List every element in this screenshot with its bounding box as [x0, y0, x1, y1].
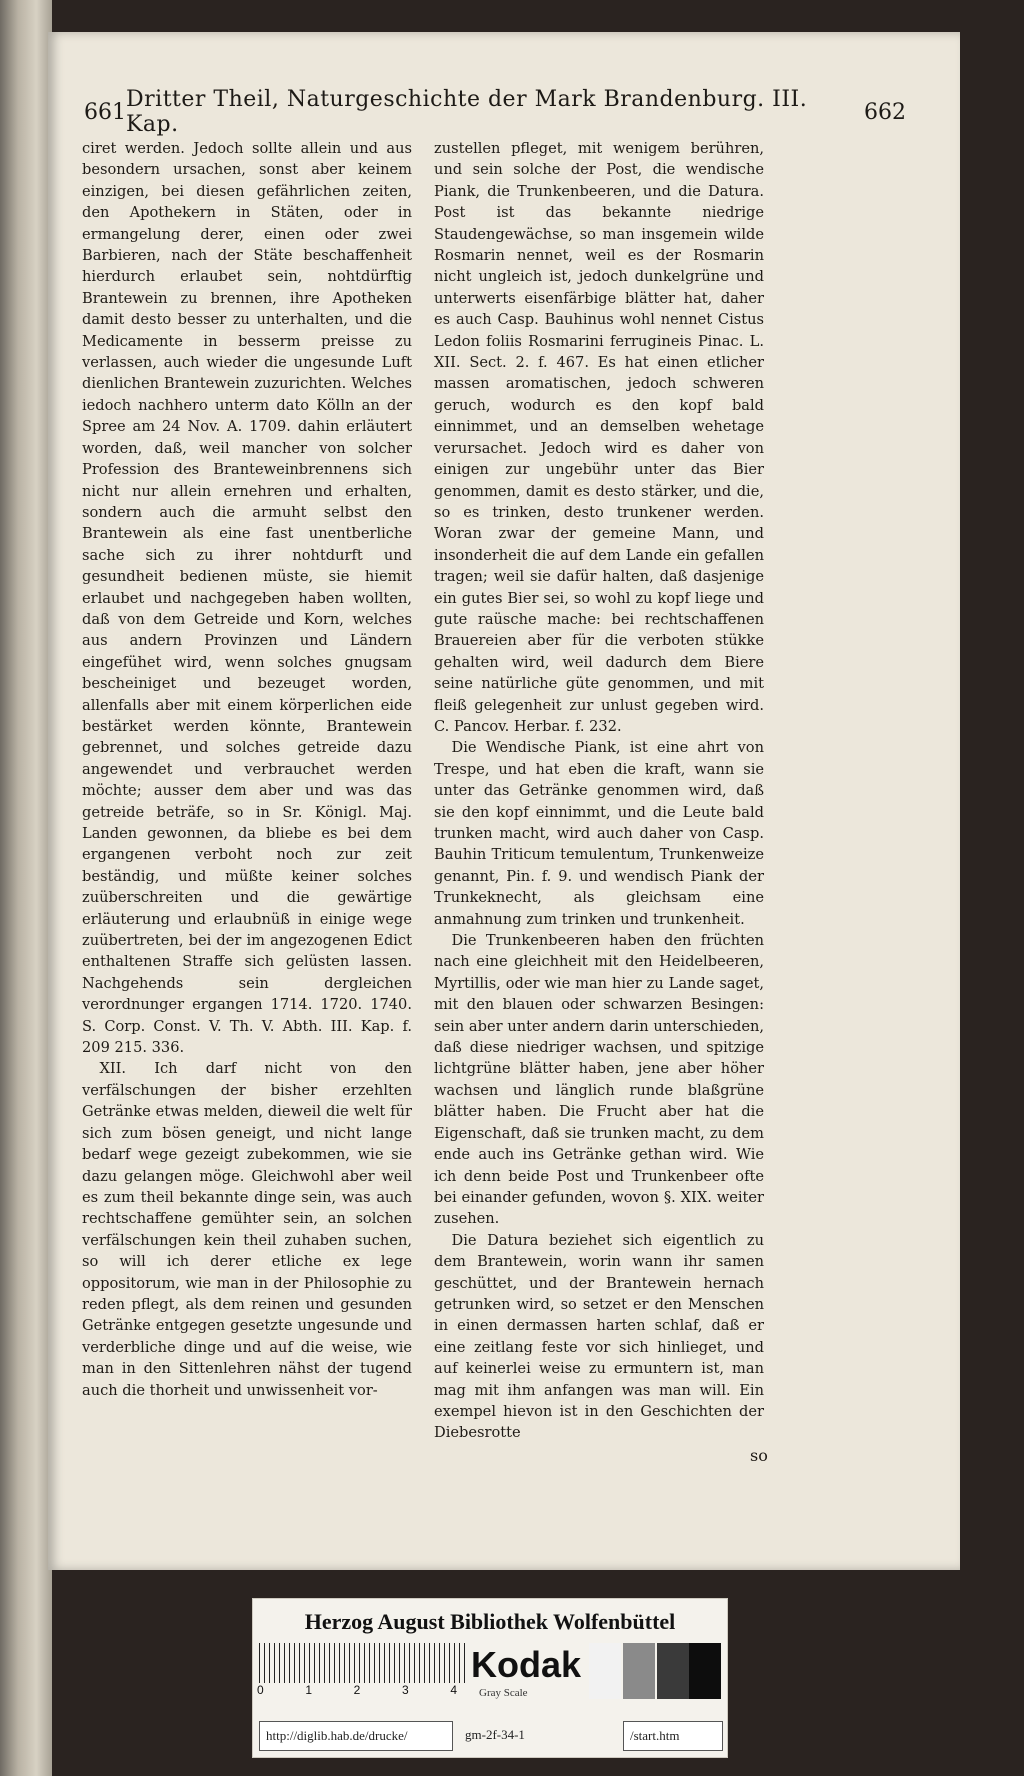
library-name: Herzog August Bibliothek Wolfenbüttel — [304, 1609, 676, 1634]
paragraph: Die Trunkenbeeren haben den früchten nach eine gleichheit mit den Heidelbeeren, Myrtillis, oder wie man hier zu Lande saget, mit den blauen oder schwarzen Besingen: sein aber unter andern darin unterschieden, daß diese niedriger wachsen, und spitzige lichtgrüne blätter haben, jene aber höher wachsen und länglich runde blaßgrüne blätter haben. Die Frucht aber hat die Eigenschaft, daß sie trunken macht, zu dem ende auch ins Getränke gethan wird. Wie ich denn beide Post und Trunkenbeer ofte bei einander gefunden, wovon §. XIX. weiter zusehen. — [434, 932, 764, 1228]
page-number-right: 662 — [864, 99, 906, 125]
ruler-number: 2 — [353, 1683, 361, 1697]
color-reference-plate — [252, 1598, 728, 1758]
ruler-numbers — [257, 1683, 457, 1697]
start-label: /start.htm — [623, 1721, 723, 1751]
gray-swatch-black — [689, 1643, 721, 1699]
paragraph: XII. Ich darf nicht von den verfälschungen der bisher erzehlten Getränke etwas melden, dieweil die welt für sich zum bösen geneigt, und nicht lange bedarf wege gezeigt zubekommen, wie sie dazu gelangen möge. Gleichwohl aber weil es zum theil bekannte dinge sein, was auch rechtschaffene gemühter sein, an solchen verfälschungen kein theil zuhaben suchen, so will ich derer etliche ex lege oppositorum, wie man in der Philosophie zu reden pflegt, als dem reinen und gesunden Getränke entgegen gesetzte ungesunde und verderbliche dinge und auf die weise, wie man in den Sittenlehren nähst der tugend auch die thorheit und unwissenheit vor- — [82, 1060, 412, 1399]
ruler-number: 0 — [257, 1683, 264, 1697]
left-column — [82, 138, 412, 1401]
gray-swatch-dark — [657, 1643, 689, 1699]
gray-swatch-white — [589, 1643, 621, 1699]
ruler-number: 4 — [450, 1683, 457, 1697]
ruler-number: 1 — [305, 1683, 313, 1697]
right-column — [434, 138, 764, 1444]
running-title: Dritter Theil, Naturgeschichte der Mark Brandenburg. III. Kap. — [126, 87, 808, 137]
paragraph: zustellen pfleget, mit wenigem berühren, und sein solche der Post, die wendische Piank, die Trunkenbeeren, und die Datura. Post ist das bekannte niedrige Staudengewächse, so man insgemein wilde Rosmarin nennet, weil es der Rosmarin nicht ungleich ist, jedoch dunkelgrüne und unterwerts eisenfärbige blätter hat, daher es auch Casp. Bauhinus wohl nennet Cistus Ledon foliis Rosmarini ferrugineis Pinac. L. XII. Sect. 2. f. 467. Es hat einen etlicher massen aromatischen, jedoch schweren geruch, wodurch es den kopf bald einnimmet, und an demselben wehetage verursachet. Jedoch wird es daher von einigen zur ungebühr unter das Bier genommen, damit es desto stärker, und die, so es trinken, desto trunkener werden. Woran zwar der gemeine Mann, und insonderheit die auf dem Lande ein gefallen tragen; weil sie dafür halten, daß dasjenige ein gutes Bier sei, so wohl zu kopf liege und gute raüsche mache: bei rechtschaffenen Brauereien aber für die verboten stükke gehalten wird, weil dadurch dem Biere seine natürliche güte genommen, und mit fleiß gelegenheit zur unlust gegeben wird. C. Pancov. Herbar. f. 232. — [434, 140, 764, 735]
shelfmark-code: gm-2f-34-1 — [465, 1727, 525, 1742]
paragraph: ciret werden. Jedoch sollte allein und aus besondern ursachen, sonst aber keinem einzigen, bei diesen gefährlichen zeiten, den Apothekern in Stäten, oder in ermangelung derer, einen oder zwei Barbieren, nach der Stäte beschaffenheit hierdurch erlaubet sein, nohtdürftig Brantewein zu brennen, ihre Apotheken damit desto besser zu unterhalten, und die Medicamente in besserm preisse zu verlassen, auch wieder die ungesunde Luft dienlichen Brantewein zuzurichten. Welches iedoch nachhero unterm dato Kölln an der Spree am 24 Nov. A. 1709. dahin erläutert worden, daß, weil mancher von solcher Profession des Branteweinbrennens sich nicht nur allein ernehren und erhalten, sondern auch die armuht selbst den Brantewein als eine fast unentberliche sache sich zu ihrer nohtdurft und gesundheit bedienen müste, sie hiemit erlaubet und nachgegeben haben wollten, daß von dem Getreide und Korn, welches aus andern Provinzen und Ländern eingefühet wird, wenn solches gnugsam bescheiniget und bezeuget worden, allenfalls aber mit einem körperlichen eide bestärket werden könnte, Brantewein gebrennet, und solches getreide dazu angewendet und verbrauchet werden möchte; ausser dem aber und was das getreide beträfe, so in Sr. Königl. Maj. Landen gewonnen, da bliebe es bei dem ergangenen verboht noch zur zeit beständig, und müßte keiner solches zuüberschreiten und die gewärtige erläuterung und erlaubnüß in einige wege zuübertreten, bei der im angezogenen Edict enthaltenen Straffe sich gelüsten lassen. Nachgehends sein dergleichen verordnunger ergangen 1714. 1720. 1740. S. Corp. Const. V. Th. V. Abth. III. Kap. f. 209 215. 336. — [82, 140, 412, 1057]
gray-scale-label: Gray Scale — [479, 1687, 528, 1699]
paragraph: Die Wendische Piank, ist eine ahrt von Trespe, und hat eben die kraft, wann sie unter das Getränke genommen wird, daß sie den kopf einnimmt, und die Leute bald trunken macht, wird auch daher von Casp. Bauhin Triticum temulentum, Trunkenweize genannt, Pin. f. 9. und wendisch Piank der Trunkeknecht, als gleichsam eine anmahnung zum trinken und trunkenheit. — [434, 739, 764, 928]
page-number-left: 661 — [84, 99, 126, 125]
gray-swatch-mid — [623, 1643, 655, 1699]
kodak-logo: Kodak — [471, 1644, 582, 1685]
paragraph: Die Datura beziehet sich eigentlich zu dem Brantewein, worin wann ihr samen geschüttet, und der Brantewein hernach getrunken wird, so setzet er den Menschen in einen dermassen harten schlaf, daß er eine zeitlang feste vor sich hinlieget, und auf keinerlei weise zu ermuntern ist, man mag mit ihm anfangen was man will. Ein exempel hievon ist in den Geschichten der Diebesrotte — [434, 1231, 764, 1442]
catchword: so — [750, 1446, 768, 1465]
url-label: http://diglib.hab.de/drucke/ — [259, 1721, 453, 1751]
ruler-number: 3 — [401, 1683, 409, 1697]
ruler-scale — [259, 1643, 465, 1683]
adjacent-page-edge — [0, 0, 52, 1776]
page-header — [84, 87, 906, 137]
